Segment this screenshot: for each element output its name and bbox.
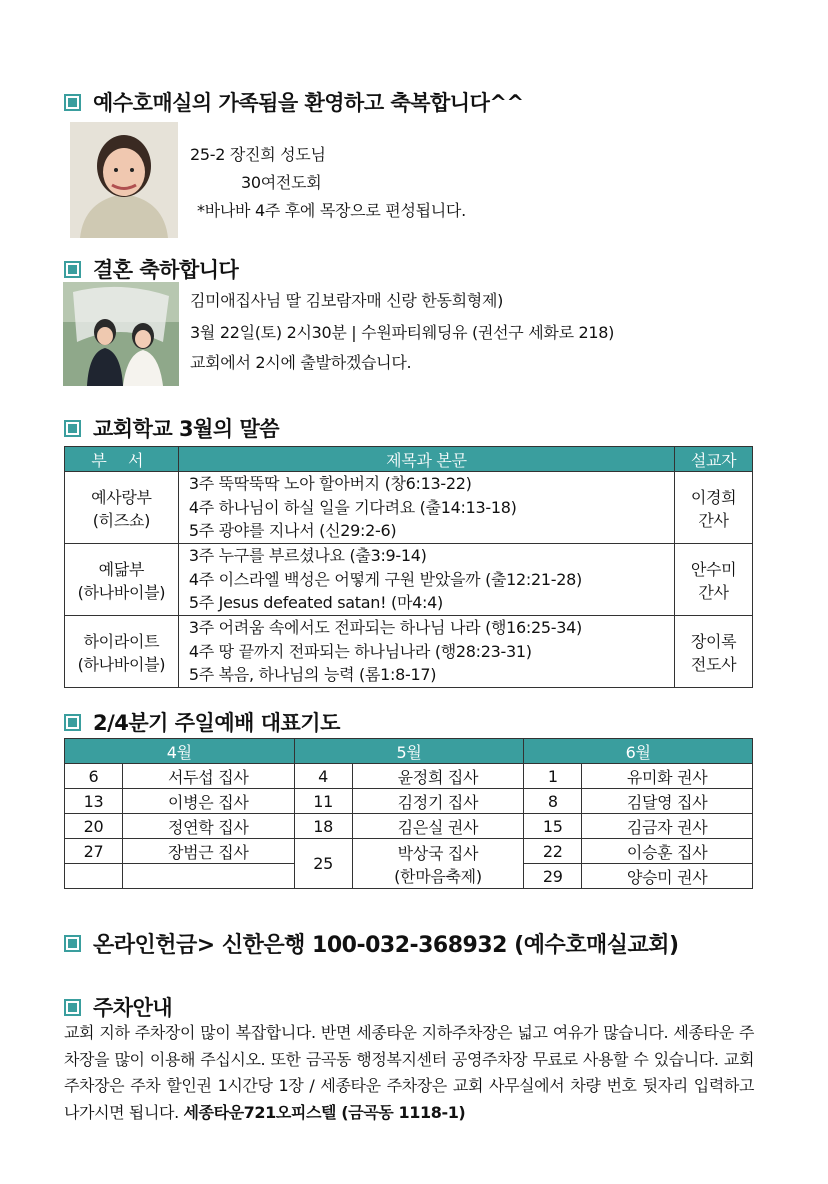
table-row [65, 472, 753, 544]
month-may: 5월 [294, 739, 524, 764]
online-offering-title: 온라인헌금> 신한은행 100-032-368932 (예수호매실교회) [93, 933, 679, 958]
wedding-title: 결혼 축하합니다 [93, 258, 239, 282]
square-bullet-icon [64, 935, 81, 952]
topics-cell: 3주 누구를 부르셨나요 (출3:9-14) 4주 이스라엘 백성은 어떻게 구원 받았을까 (출12:21-28) 5주 Jesus defeated satan! (마4:4) [178, 544, 674, 616]
topics-cell: 3주 어려움 속에서도 전파되는 하나님 나라 (행16:25-34) 4주 땅 끝까지 전파되는 하나님나라 (행28:23-31) 5주 복음, 하나님의 능력 (롬1:8-17) [178, 616, 674, 688]
wedding-photo [63, 282, 179, 386]
welcome-heading [64, 87, 524, 117]
table-row [65, 616, 753, 688]
table-row: 20 정연학 집사 18 김은실 권사 15 김금자 권사 [65, 814, 753, 839]
table-row: 27 장범근 집사 25 박상국 집사 (한마음축제) 22 이승훈 집사 [65, 839, 753, 864]
welcome-title: 예수호매실의 가족됨을 환영하고 축복합니다^^ [93, 91, 524, 115]
table-row: 29 양승미 권사 [65, 864, 753, 889]
square-bullet-icon [64, 714, 81, 731]
school-table [64, 446, 753, 688]
parking-body: 교회 지하 주차장이 많이 복잡합니다. 반면 세종타운 지하주차장은 넓고 여유가 많습니다. 세종타운 주차장을 많이 이용해 주십시오. 또한 금곡동 행정복지센터 공영주차장 무료로 사용할 수 있습니다. 교회 주차장은 주차 할인권 1시간당 1장 / 세종타운 주차장은 교회 사무실에서 차량 번호 뒷자리 입력하고 나가시면 됩니다. 세종타운721오피스텔 (금곡동 1118-1) [64, 1023, 754, 1122]
header-speaker: 설교자 [675, 447, 753, 472]
wedding-line-1: 김미애집사님 딸 김보람자매 신랑 한동희형제) [190, 291, 504, 310]
school-title: 교회학교 3월의 말씀 [93, 417, 280, 441]
parking-heading [64, 992, 172, 1022]
square-bullet-icon [64, 261, 81, 278]
online-offering-heading [64, 928, 679, 959]
dept-cell: 예닮부 (하나바이블) [65, 544, 179, 616]
member-photo [70, 122, 178, 238]
school-heading [64, 413, 279, 443]
welcome-line-2: 30여전도회 [241, 173, 322, 192]
month-june: 6월 [524, 739, 753, 764]
wedding-line-3: 교회에서 2시에 출발하겠습니다. [190, 353, 412, 372]
dept-cell: 하이라이트 (하나바이블) [65, 616, 179, 688]
welcome-line-1: 25-2 장진희 성도님 [190, 145, 326, 164]
wedding-heading [64, 254, 238, 284]
prayer-title: 2/4분기 주일예배 대표기도 [93, 711, 340, 735]
dept-cell: 예사랑부 (히즈쇼) [65, 472, 179, 544]
table-row: 6 서두섭 집사 4 윤정희 집사 1 유미화 권사 [65, 764, 753, 789]
parking-title: 주차안내 [93, 996, 173, 1020]
header-dept: 부 서 [65, 447, 179, 472]
prayer-table [64, 738, 753, 889]
month-april: 4월 [65, 739, 295, 764]
table-row [65, 544, 753, 616]
square-bullet-icon [64, 420, 81, 437]
square-bullet-icon [64, 999, 81, 1016]
topics-cell: 3주 뚝딱뚝딱 노아 할아버지 (창6:13-22) 4주 하나님이 하실 일을 기다려요 (출14:13-18) 5주 광야를 지나서 (신29:2-6) [178, 472, 674, 544]
prayer-heading [64, 707, 340, 737]
wedding-line-2: 3월 22일(토) 2시30분 | 수원파티웨딩유 (권선구 세화로 218) [190, 323, 615, 342]
speaker-cell: 장이록 전도사 [675, 616, 753, 688]
parking-address: 세종타운721오피스텔 (금곡동 1118-1) [183, 1102, 466, 1122]
welcome-line-3: *바나바 4주 후에 목장으로 편성됩니다. [197, 201, 466, 220]
table-row: 13 이병은 집사 11 김정기 집사 8 김달영 집사 [65, 789, 753, 814]
header-topic: 제목과 본문 [178, 447, 674, 472]
speaker-cell: 안수미 간사 [675, 544, 753, 616]
speaker-cell: 이경희 간사 [675, 472, 753, 544]
square-bullet-icon [64, 94, 81, 111]
